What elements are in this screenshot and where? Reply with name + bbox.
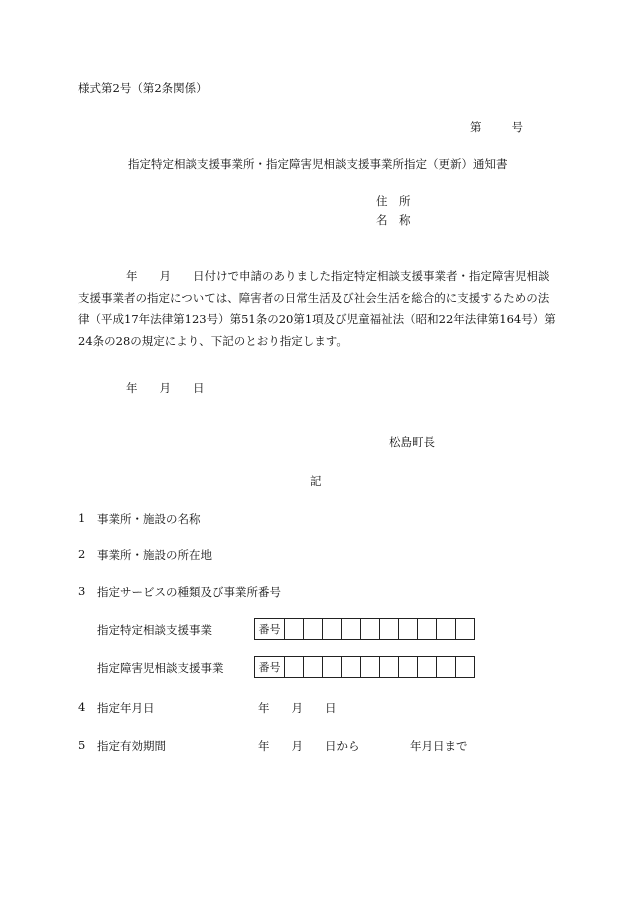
item-3-label: 指定サービスの種類及び事業所番号 <box>97 585 281 599</box>
service-1-number-label: 番号 <box>255 619 285 639</box>
validity-from-month: 月 <box>291 739 303 753</box>
validity-from-day: 日から <box>325 739 360 753</box>
validity-to-day: 日まで <box>433 739 468 753</box>
body-month: 月 <box>159 269 171 283</box>
number-cell[interactable] <box>418 657 437 677</box>
validity-from-year: 年 <box>258 739 270 753</box>
validity-to-month: 月 <box>421 739 433 753</box>
number-cell[interactable] <box>456 657 474 677</box>
validity-from <box>258 738 360 754</box>
number-cell[interactable] <box>304 657 323 677</box>
designation-date-day: 日 <box>325 701 337 715</box>
number-cell[interactable] <box>361 657 380 677</box>
issuer: 松島町長 <box>389 435 435 449</box>
document-number-prefix: 第 <box>470 120 482 134</box>
number-cell[interactable] <box>342 619 361 639</box>
item-2-label: 事業所・施設の所在地 <box>97 548 212 562</box>
designation-date <box>258 700 337 716</box>
number-cell[interactable] <box>437 657 456 677</box>
service-2-number-label: 番号 <box>255 657 285 677</box>
service-2-label: 指定障害児相談支援事業 <box>97 661 224 675</box>
item-5-label: 指定有効期間 <box>97 739 166 753</box>
item-3-number: 3 <box>78 584 86 598</box>
issue-date <box>126 380 205 396</box>
document-number <box>470 119 523 135</box>
number-cell[interactable] <box>285 619 304 639</box>
body-text: 日付けで申請のありました指定特定相談支援事業者・指定障害児相談支援事業者の指定については、障害者の日常生活及び社会生活を総合的に支援するための法律（平成17年法律第123号）第51条の20第1項及び児童福祉法（昭和22年法律第164号）第24条の28の規定により、下記のとおり指定します。 <box>78 269 556 348</box>
item-4-number: 4 <box>78 700 86 714</box>
issue-date-month: 月 <box>159 381 171 395</box>
number-cell[interactable] <box>456 619 474 639</box>
number-cell[interactable] <box>418 619 437 639</box>
issue-date-year: 年 <box>126 381 138 395</box>
number-cell[interactable] <box>437 619 456 639</box>
number-cell[interactable] <box>323 619 342 639</box>
recipient-address-label: 住 所 <box>376 194 411 208</box>
number-cell[interactable] <box>304 619 323 639</box>
document-title: 指定特定相談支援事業所・指定障害児相談支援事業所指定（更新）通知書 <box>128 157 508 171</box>
body-year: 年 <box>126 269 138 283</box>
number-cell[interactable] <box>285 657 304 677</box>
number-cell[interactable] <box>399 619 418 639</box>
recipient-name-label: 名 称 <box>376 213 411 227</box>
number-cell[interactable] <box>342 657 361 677</box>
number-cell[interactable] <box>380 657 399 677</box>
validity-to-year: 年 <box>410 739 422 753</box>
item-1-label: 事業所・施設の名称 <box>97 512 201 526</box>
number-cell[interactable] <box>399 657 418 677</box>
item-4-label: 指定年月日 <box>97 701 155 715</box>
designation-date-month: 月 <box>291 701 303 715</box>
document-number-suffix: 号 <box>511 120 523 134</box>
service-1-number-boxes[interactable] <box>254 618 475 640</box>
service-1-label: 指定特定相談支援事業 <box>97 623 212 637</box>
ki-heading: 記 <box>310 474 322 488</box>
number-cell[interactable] <box>323 657 342 677</box>
item-1-number: 1 <box>78 511 86 525</box>
designation-date-year: 年 <box>258 701 270 715</box>
number-cell[interactable] <box>361 619 380 639</box>
number-cell[interactable] <box>380 619 399 639</box>
item-2-number: 2 <box>78 547 86 561</box>
service-2-number-boxes[interactable] <box>254 656 475 678</box>
form-label: 様式第2号（第2条関係） <box>78 81 208 95</box>
item-5-number: 5 <box>78 738 86 752</box>
issue-date-day: 日 <box>193 381 205 395</box>
body-paragraph <box>78 266 556 352</box>
validity-to <box>410 738 468 754</box>
